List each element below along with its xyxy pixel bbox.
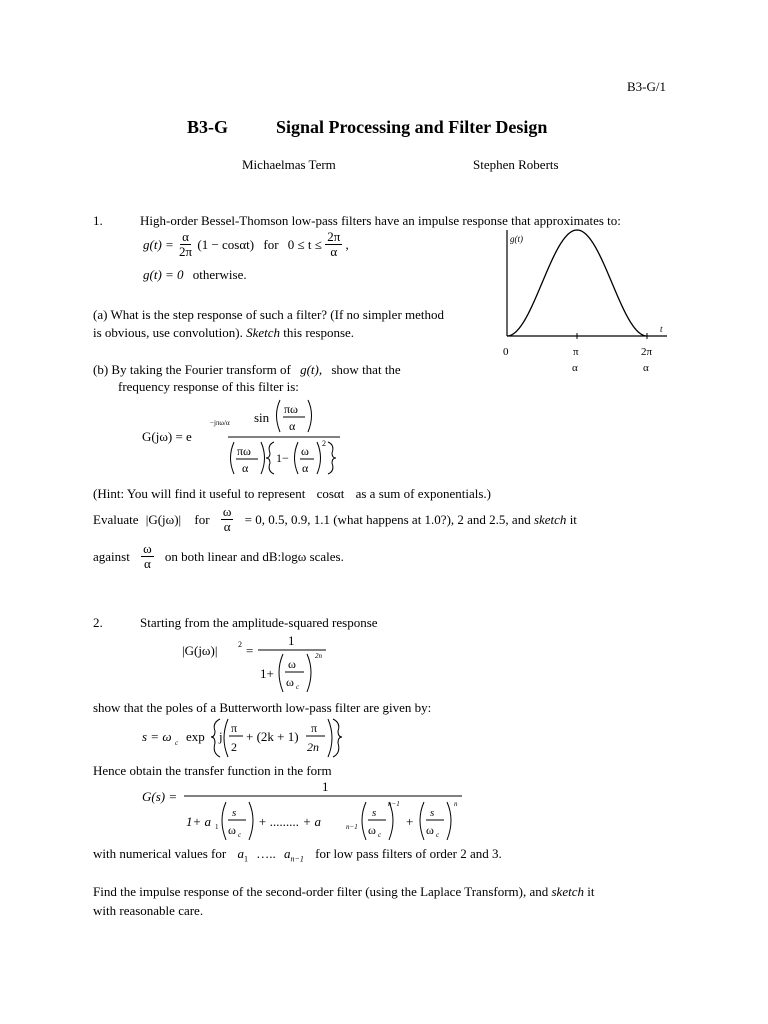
- paren-left: [420, 802, 424, 840]
- ellipsis: …..: [256, 846, 276, 861]
- hence-text: Hence obtain the transfer function in the form: [93, 763, 332, 778]
- n-minus-1-exponent: n−1: [388, 800, 400, 808]
- a1-symbol: a: [237, 846, 244, 861]
- alpha-over-2pi: [177, 230, 194, 260]
- omega-over-alpha: [141, 542, 154, 572]
- sketch-word: sketch: [551, 884, 584, 899]
- sin-label: sin: [254, 410, 270, 425]
- x-axis-label: t: [660, 324, 663, 334]
- num-pi-omega: πω: [284, 402, 298, 416]
- eq2: g(t) = 0: [143, 267, 184, 282]
- course-code: B3-G: [187, 117, 229, 137]
- amplitude-squared-equation: [180, 630, 350, 698]
- exponent: −jπω/α: [210, 419, 230, 427]
- part-a-line-2: [93, 325, 354, 341]
- sketch-word: Sketch: [246, 325, 281, 340]
- 2pi-over-alpha: [325, 230, 342, 260]
- frac-num: ω: [143, 541, 152, 556]
- for-word: for: [194, 511, 210, 527]
- eq-mid: (1 − cosαt): [197, 236, 255, 252]
- part-b-line-2: frequency response of this filter is:: [118, 379, 299, 394]
- exp-label: exp: [186, 729, 205, 744]
- s-equals: s = ω: [142, 729, 172, 744]
- sketch-word: sketch: [533, 511, 567, 527]
- numerator-one: 1: [288, 633, 295, 648]
- scales-text: on both linear and dB:logω scales.: [164, 548, 344, 564]
- plus-term: + (2k + 1): [246, 729, 299, 744]
- tick-label-pi: π: [573, 346, 579, 358]
- paren-left: [231, 442, 235, 474]
- evaluate-line: [93, 505, 577, 535]
- an1-sub: n−1: [290, 854, 304, 864]
- paren-right: [307, 654, 311, 692]
- dots-an1: + ......... + a: [258, 814, 322, 829]
- impulse-line-1: [93, 884, 594, 900]
- hint-line: [93, 486, 491, 502]
- omega: ω: [288, 657, 296, 671]
- numerator-one: 1: [322, 779, 329, 794]
- an1-symbol: a: [283, 846, 291, 861]
- g-jw-lhs: G(jω) = e: [142, 429, 192, 444]
- paren-left: [295, 442, 299, 474]
- against-line: [93, 542, 344, 572]
- transfer-function-equation: [140, 778, 470, 846]
- brace-right: [333, 719, 342, 757]
- impulse-response-equation: [143, 230, 349, 260]
- impulse-line-2: with reasonable care.: [93, 903, 204, 918]
- paren-right: [447, 802, 451, 840]
- g-s-lhs: G(s) =: [142, 789, 178, 804]
- frac-num: 2π: [327, 229, 341, 244]
- paren-left: [279, 654, 283, 692]
- one-plus-a: 1+ a: [186, 814, 212, 829]
- c-subscript: c: [436, 831, 440, 839]
- eq-lhs: g(t) =: [143, 236, 174, 252]
- butterworth-poles-equation: [140, 715, 360, 761]
- two-den: 2: [231, 740, 237, 754]
- den-pi-omega: πω: [237, 444, 251, 458]
- omega-over-alpha: [221, 505, 234, 535]
- omega-c-2: ω: [368, 823, 376, 837]
- paren-right: [328, 719, 332, 757]
- c-subscript: c: [175, 739, 179, 747]
- c-subscript: c: [378, 831, 382, 839]
- frac-den: α: [223, 519, 231, 535]
- tick-label-alpha-2: α: [643, 362, 649, 374]
- paren-left: [222, 802, 226, 840]
- eq-for: for: [263, 236, 279, 252]
- paren-left: [224, 719, 228, 757]
- j-label: j: [219, 729, 223, 744]
- frac-den: α: [143, 556, 151, 572]
- question-2-number: 2.: [93, 615, 103, 630]
- hint-term: cosαt: [316, 486, 345, 501]
- pi-num-2: π: [311, 721, 318, 735]
- evaluate-word: Evaluate: [93, 511, 139, 527]
- paren-right: [261, 442, 265, 474]
- brace-left: [266, 442, 274, 474]
- eq2-otherwise: otherwise.: [192, 267, 247, 282]
- question-1-intro: High-order Bessel-Thomson low-pass filters have an impulse response that approximates to:: [140, 213, 621, 228]
- abs-g: |G(jω)|: [145, 511, 182, 527]
- tick-label-2pi: 2π: [641, 346, 653, 358]
- y-axis-label: g(t): [510, 234, 523, 244]
- part-a-line-1: (a) What is the step response of such a filter? (If no simpler method: [93, 307, 445, 322]
- squared: 2: [322, 439, 326, 448]
- pi-num: π: [231, 721, 238, 735]
- paren-right: [249, 802, 253, 840]
- part-a-text: is obvious, use convolution).: [93, 325, 243, 340]
- omega-c: ω: [286, 675, 294, 689]
- n-exponent: n: [454, 800, 458, 808]
- it-word: it: [569, 511, 577, 527]
- frac-den: α: [330, 244, 338, 260]
- term-label: Michaelmas Term: [242, 157, 336, 172]
- tick-label-0: 0: [503, 346, 509, 358]
- eq-range: 0 ≤ t ≤: [287, 236, 322, 252]
- impulse-response-graph: [495, 228, 675, 378]
- page-title: Signal Processing and Filter Design: [276, 117, 548, 137]
- gt-symbol: g(t),: [300, 362, 323, 377]
- square-exponent: 2: [238, 640, 242, 649]
- s-num: s: [232, 807, 237, 819]
- omega-c: ω: [228, 823, 236, 837]
- c-subscript: c: [296, 683, 300, 691]
- eq-comma: ,: [345, 236, 349, 252]
- c-subscript: c: [238, 831, 242, 839]
- against-word: against: [93, 548, 130, 564]
- den-alpha-2: α: [302, 461, 309, 475]
- den-alpha: α: [242, 461, 249, 475]
- den-omega: ω: [301, 444, 309, 458]
- part-b-line-1: [93, 362, 401, 378]
- s-num-2: s: [372, 807, 377, 819]
- impulse-text: Find the impulse response of the second-order filter (using the Laplace Transform), and: [93, 884, 549, 899]
- paren-right: [317, 442, 321, 474]
- author-name: Stephen Roberts: [473, 157, 559, 172]
- two-n-den: 2n: [307, 740, 319, 754]
- poles-text: show that the poles of a Butterworth low-pass filter are given by:: [93, 700, 432, 715]
- hint-text-end: as a sum of exponentials.): [355, 486, 491, 501]
- frequency-response-equation: [140, 395, 350, 485]
- brace-right: [328, 442, 336, 474]
- question-1-number: 1.: [93, 213, 103, 228]
- otherwise-equation: [143, 267, 247, 283]
- frac-den: 2π: [179, 244, 193, 260]
- numerical-values-line: [93, 846, 502, 864]
- one-plus: 1+: [260, 666, 274, 681]
- page-reference: B3-G/1: [627, 79, 666, 94]
- s-num-3: s: [430, 807, 435, 819]
- numerical-text: with numerical values for: [93, 846, 227, 861]
- hint-text: (Hint: You will find it useful to represent: [93, 486, 306, 501]
- part-a-text-end: this response.: [283, 325, 355, 340]
- a1-sub: 1: [243, 854, 248, 864]
- omega-c-3: ω: [426, 823, 434, 837]
- question-2-intro: Starting from the amplitude-squared response: [140, 615, 378, 630]
- evaluate-values: = 0, 0.5, 0.9, 1.1 (what happens at 1.0?), 2 and 2.5, and: [244, 511, 531, 527]
- a1-subscript: 1: [215, 823, 219, 831]
- plus-sign: +: [406, 814, 414, 829]
- tick-label-alpha: α: [572, 362, 578, 374]
- impulse-curve: [507, 230, 647, 336]
- two-n-exponent: 2n: [315, 652, 322, 660]
- numerical-text-end: for low pass filters of order 2 and 3.: [315, 846, 502, 861]
- abs-g-squared: |G(jω)|: [182, 643, 218, 658]
- paren-left: [277, 400, 281, 432]
- one-minus: 1−: [276, 451, 289, 465]
- paren-left: [362, 802, 366, 840]
- equals: =: [246, 643, 254, 658]
- num-alpha: α: [289, 419, 296, 433]
- frac-num: α: [182, 229, 189, 244]
- part-b-text: (b) By taking the Fourier transform of: [93, 362, 291, 377]
- an1-subscript: n−1: [346, 823, 358, 831]
- frac-num: ω: [222, 504, 232, 519]
- it-word: it: [587, 884, 595, 899]
- paren-right: [308, 400, 312, 432]
- part-b-text-end: show that the: [331, 362, 401, 377]
